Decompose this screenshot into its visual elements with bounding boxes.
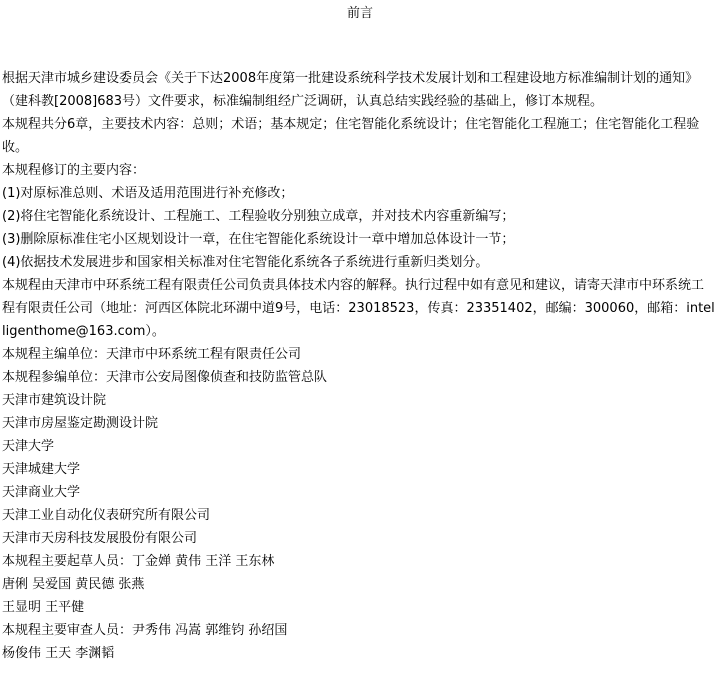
paragraph-participating-units: 本规程参编单位：天津市公安局图像侦查和技防监管总队 bbox=[2, 370, 328, 385]
paragraph-revision-item-2: (2)将住宅智能化系统设计、工程施工、工程验收分别独立成章，并对技术内容重新编写； bbox=[2, 209, 515, 224]
paragraph-basis: 根据天津市城乡建设委员会《关于下达2008年度第一批建设系统科学技术发展计划和工程建设地方标准编制计划的通知》（建科教[2008]683号）文件要求，标准编制组经广泛调研，认真总结实践经验的基础上，修订本规程。 bbox=[2, 71, 699, 109]
paragraph-reviewers: 本规程主要审查人员：尹秀伟 冯嵩 郭维钧 孙绍国 bbox=[2, 623, 288, 638]
participating-unit: 天津市天房科技发展股份有限公司 bbox=[2, 531, 198, 546]
participating-unit: 天津商业大学 bbox=[2, 485, 81, 500]
paragraph-contact: 本规程由天津市中环系统工程有限责任公司负责具体技术内容的解释。执行过程中如有意见和建议，请寄天津市中环系统工程有限责任公司（地址：河西区体院北环湖中道9号，电话：23018523，传真：23351402，邮编：300060，邮箱：intelligenthome@163.com）。 bbox=[2, 278, 715, 339]
participating-unit: 天津工业自动化仪表研究所有限公司 bbox=[2, 508, 211, 523]
paragraph-revision-heading: 本规程修订的主要内容： bbox=[2, 163, 146, 178]
participating-unit: 天津大学 bbox=[2, 439, 55, 454]
document-body bbox=[2, 67, 716, 665]
paragraph-revision-item-1: (1)对原标准总则、术语及适用范围进行补充修改； bbox=[2, 186, 294, 201]
reviewers-line: 杨俊伟 王天 李渊韬 bbox=[2, 646, 115, 661]
participating-unit: 天津市建筑设计院 bbox=[2, 393, 107, 408]
paragraph-chapters: 本规程共分6章，主要技术内容：总则；术语；基本规定；住宅智能化系统设计；住宅智能化工程施工；住宅智能化工程验收。 bbox=[2, 117, 700, 155]
paragraph-revision-item-4: (4)依据技术发展进步和国家相关标准对住宅智能化系统各子系统进行重新归类划分。 bbox=[2, 255, 489, 270]
paragraph-drafters: 本规程主要起草人员：丁金婵 黄伟 王洋 王东林 bbox=[2, 554, 275, 569]
paragraph-revision-item-3: (3)删除原标准住宅小区规划设计一章，在住宅智能化系统设计一章中增加总体设计一节； bbox=[2, 232, 515, 247]
drafters-line: 王显明 王平健 bbox=[2, 600, 85, 615]
drafters-line: 唐俐 吴爱国 黄民德 张燕 bbox=[2, 577, 145, 592]
paragraph-chief-editor: 本规程主编单位：天津市中环系统工程有限责任公司 bbox=[2, 347, 302, 362]
participating-unit: 天津市房屋鉴定勘测设计院 bbox=[2, 416, 159, 431]
participating-unit: 天津城建大学 bbox=[2, 462, 81, 477]
page-title: 前言 bbox=[346, 6, 373, 21]
